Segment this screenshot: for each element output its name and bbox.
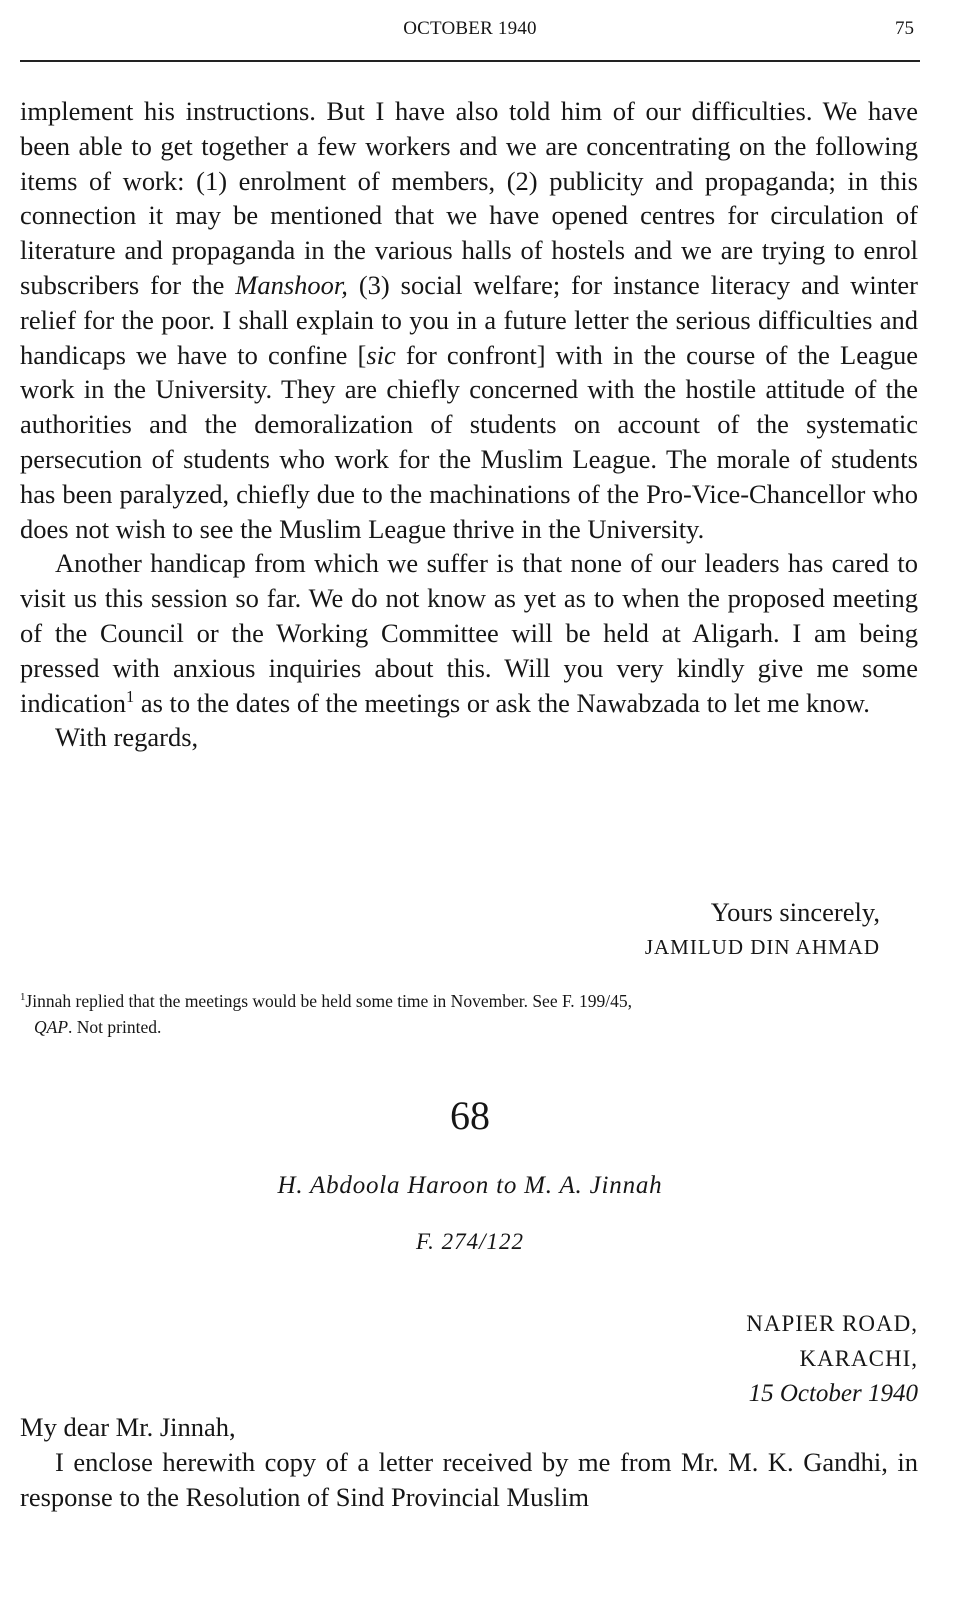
footnote-ref: 1 [125, 686, 135, 706]
sender-address: NAPIER ROAD, KARACHI, 15 October 1940 [746, 1306, 918, 1411]
document-number: 68 [450, 1093, 490, 1138]
letter-2-body [20, 1410, 918, 1514]
document-description: H. Abdoola Haroon to M. A. Jinnah [277, 1172, 663, 1199]
paragraph-2: Another handicap from which we suffer is that none of our leaders has cared to visit us this session so far. We do not know as yet as to when the proposed meeting of the Council or the Working Committee will be held at Aligarh. I am being pressed with anxious inquiries about this. Will you very kindly give me some indication$^1$ as to the dates of the meetings or ask the Nawabzada to let me know. [20, 548, 918, 718]
footnote-marker: 1 [20, 991, 26, 1004]
signer-name: JAMILUD DIN AHMAD [644, 934, 880, 959]
letter-date: 15 October 1940 [748, 1380, 918, 1407]
letter-body [20, 94, 918, 755]
header-rule [20, 60, 920, 62]
signature-block [20, 895, 918, 965]
paragraph-1: implement his instructions. But I have also told him of our difficulties. We have been able to get together a few workers and we are concentrating on the following items of work: (1) enrolment of members, (2) publicity and propaganda; in this connection it may be mentioned that we have opened centres for circulation of literature and propaganda in the various halls of hostels and we are trying to enrol subscribers for the Manshoor, (3) social welfare; for instance literacy and winter relief for the poor. I shall explain to you in a future letter the serious difficulties and handicaps we have to confine [sic for confront] with in the course of the League work in the University. They are chiefly concerned with the hostile attitude of the authorities and the demoralization of students on account of the systematic persecution of students who work for the Muslim League. The morale of students has been paralyzed, chiefly due to the machinations of the Pro-Vice-Chancellor who does not wish to see the Muslim League thrive in the University. [20, 96, 918, 544]
closing: Yours sincerely, [710, 897, 880, 927]
page-number: 75 [895, 18, 914, 39]
document-reference: F. 274/122 [416, 1229, 524, 1254]
page-header [20, 18, 920, 46]
footnote: $^1$Jinnah replied that the meetings would be held some time in November. See F. 199/45, QAP. Not printed. [20, 991, 633, 1037]
sic-marker: sic [366, 339, 396, 370]
newspaper-title: Manshoor, [235, 269, 348, 300]
running-title: OCTOBER 1940 [403, 18, 537, 39]
letter-2-paragraph: I enclose herewith copy of a letter received by me from Mr. M. K. Gandhi, in response to the Resolution of Sind Provincial Muslim [20, 1446, 918, 1512]
salutation: My dear Mr. Jinnah, [20, 1412, 236, 1442]
with-regards: With regards, [55, 722, 199, 753]
